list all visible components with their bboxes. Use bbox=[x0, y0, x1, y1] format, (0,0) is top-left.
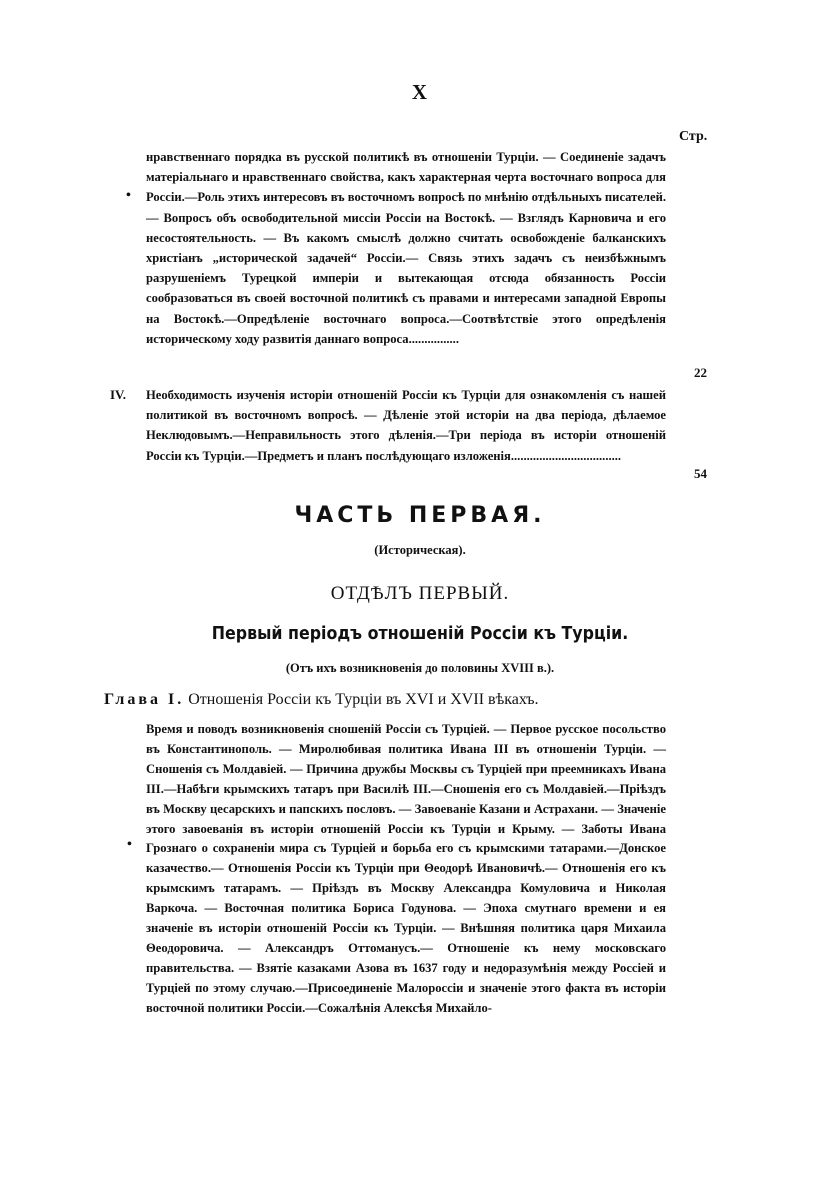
toc-entry-iv-text: Необходимость изученiя исторiи отношенiй Россiи къ Турцiи для ознакомленiя съ нашей политикой въ восточномъ вопросѣ. — Дѣленiе этой исторiи на два перiода, дѣлаемое Неклюдовымъ.—Неправильность этого дѣленiя.—Три перiода въ исторiи отношенiй Россiи къ Турцiи.—Предметъ и планъ послѣдующаго изложенiя................................... bbox=[146, 388, 666, 463]
margin-mark: • bbox=[126, 188, 131, 203]
period-title: Первый перiодъ отношенiй Россiи къ Турцiи. bbox=[211, 623, 629, 644]
toc-entry-iv bbox=[110, 385, 666, 466]
section-title: ОТДѢЛЪ ПЕРВЫЙ. bbox=[330, 583, 510, 604]
toc-entry-iii-text: нравственнаго порядка въ русской политикѣ въ отношенiи Турцiи. — Соединенiе задачъ матерiальнаго и нравственнаго свойства, какъ характерная черта восточнаго вопроса для Россiи.—Роль этихъ интересовъ въ восточномъ вопросѣ по мнѣнiю отдѣльныхъ писателей. — Вопросъ объ освободительной миссiи Россiи на Востокѣ. — Взглядъ Карновича и его несостоятельность. — Въ какомъ смыслѣ должно считать освобожденiе балканскихъ христiанъ „исторической задачей“ Россiи.— Связь этихъ задачъ съ неизбѣжнымъ разрушенiемъ Турецкой имперiи и вытекающая отсюда обязанность Россiи сообразоваться въ своей восточной политикѣ съ правами и интересами западной Европы на Востокѣ.—Опредѣленiе восточнаго вопроса.—Соотвѣтствiе этого опредѣленiя историческому ходу развитiя даннаго вопроса................ bbox=[146, 150, 666, 346]
toc-entry-iii-page: 22 bbox=[694, 365, 707, 380]
part-title: ЧАСТЬ ПЕРВАЯ. bbox=[294, 503, 546, 528]
part-subtitle: (Историческая). bbox=[374, 543, 466, 557]
toc-entry-iii bbox=[146, 147, 666, 349]
toc-entry-iv-page: 54 bbox=[694, 466, 707, 481]
page-number: X bbox=[411, 80, 429, 104]
chapter-title: Отношенiя Россiи къ Турцiи въ XVI и XVII вѣкахъ. bbox=[188, 691, 539, 708]
toc-entry-iv-number: IV. bbox=[110, 387, 127, 402]
margin-mark: • bbox=[127, 837, 132, 852]
page-column-label: Стр. bbox=[679, 129, 708, 144]
chapter-heading bbox=[104, 691, 704, 709]
period-subtitle: (Отъ ихъ возникновенiя до половины XVIII в.). bbox=[285, 661, 555, 675]
chapter-summary: Время и поводъ возникновенiя сношенiй Россiи съ Турцiей. — Первое русское посольство въ Константинополь. — Миролюбивая политика Ивана III въ отношенiи Турцiи. — Сношенiя съ Молдавiей. — Причина дружбы Москвы съ Турцiей при преемникахъ Ивана III.—Набѣги крымскихъ татаръ при Василiѣ III.—Сношенiя его съ Молдавiей.—Прiѣздъ въ Москву цесарскихъ и папскихъ пословъ. — Завоеванiе Казани и Астрахани. — Значенiе этого завоеванiя въ исторiи отношенiй Россiи къ Турцiи и Крыму. — Заботы Ивана Грознаго о сохраненiи мира съ Турцiей и борьба его съ крымскими татарами.—Донское казачество.— Отношенiя Россiи къ Турцiи при Θеодорѣ Ивановичѣ.— Отношенiя его къ крымскимъ татарамъ. — Прiѣздъ въ Москву Александра Комуловича и Николая Варкоча. — Восточная политика Бориса Годунова. — Эпоха смутнаго времени и ея значенiе въ исторiи отношенiй Россiи къ Турцiи. — Внѣшняя политика царя Михаила Θеодоровича. — Александръ Оттоманусъ.— Отношенiе къ нему московскаго правительства. — Взятiе казаками Азова въ 1637 году и недоразумѣнiя между Россiей и Турцiей по этому случаю.—Присоединенiе Малороссiи и значенiе этого факта въ исторiи восточной политики Россiи.—Сожалѣнiя Алексѣя Михайло- bbox=[146, 722, 666, 1015]
chapter-label: Глава I. bbox=[104, 691, 185, 708]
